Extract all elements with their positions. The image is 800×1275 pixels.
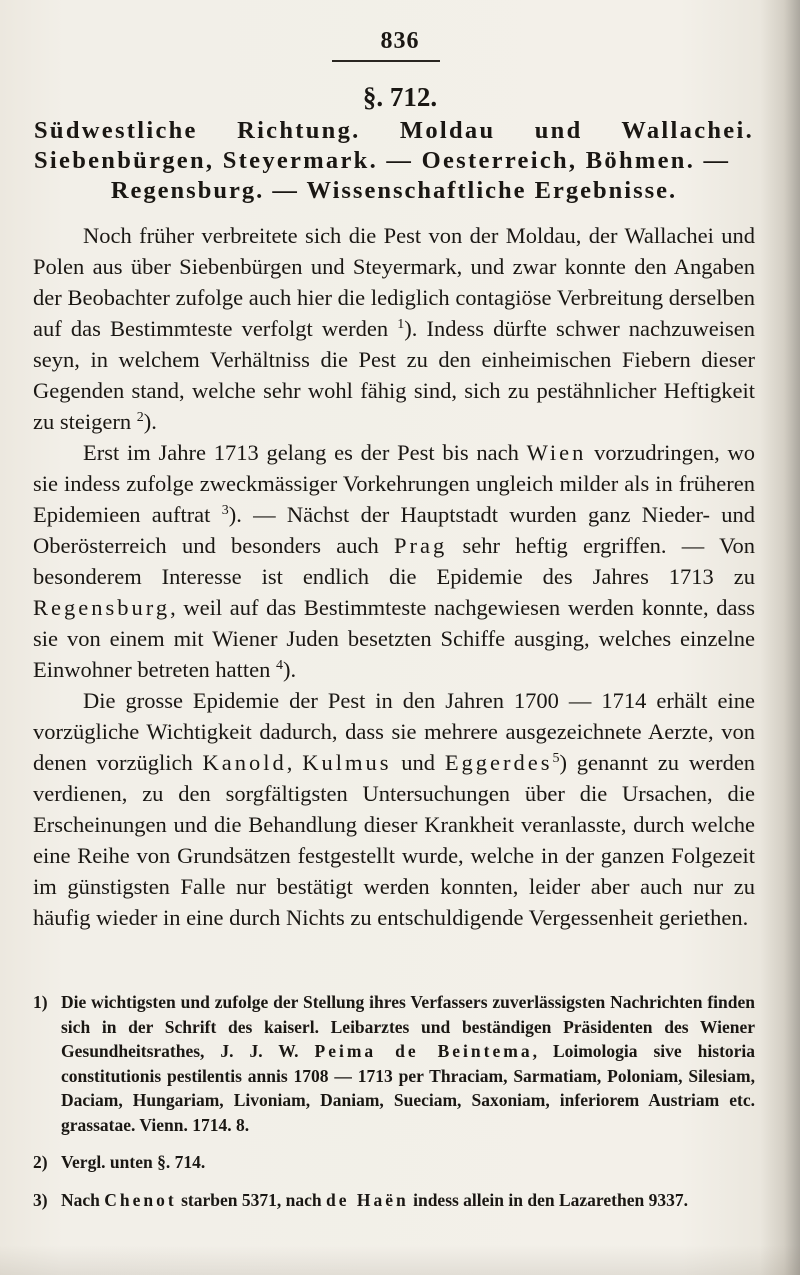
paragraph-3 [33,685,755,933]
subject-line-1: Südwestliche Richtung. Moldau und Wallachei. Siebenbürgen, Steyermark. — Oesterreich, Böhmen. — [34,117,754,174]
page-edge-shadow [760,0,800,1275]
footnote-3-text-b: starben 5371, nach [181,1189,322,1210]
place-prag: Prag [393,533,448,558]
footnote-3-author-dehaen: de Haën [325,1189,409,1210]
page-number: 836 [380,28,420,54]
p2-text-d: sehr heftig ergriffen. — Von besonderem Interesse ist endlich die Epidemie des Jahres 1713 zu [33,533,756,589]
p3-text-a: Die grosse Epidemie der Pest in den Jahren 1700 — 1714 erhält eine vorzügliche Wichtigkeit dadurch, dass sie mehrere ausgezeichnete Aerzte, von denen vorzüglich [33,688,755,775]
p3-und: und [401,750,436,775]
paragraph-1 [33,220,755,437]
p1-text-c: ). [143,409,157,434]
p3-text-b: ) genannt zu werden verdienen, zu den sorgfältigsten Untersuchungen über die Ursachen, die Erscheinungen und die Behandlung dieser Krankheit veranlasste, durch welche eine Reihe von Grundsätzen festgestellt wurde, welche in der ganzen Folgezeit im günstigsten Falle nur bestätigt werden konnten, leider aber auch nur zu häufig wieder in eine durch Nichts zu entschuldigende Vergessenheit geriethen. [33,750,756,930]
p2-text-c: ). — Nächst der Hauptstadt wurden ganz Nieder- und Oberösterreich und besonders auch [33,502,756,558]
page-bottom-shading [0,1245,800,1275]
footnote-ref-3: 3 [221,503,229,518]
footnote-2 [33,1150,755,1175]
footnotes [33,990,755,1225]
p2-text-a: Erst im Jahre 1713 gelang es der Pest bis nach [83,440,519,465]
footnote-1 [33,990,755,1137]
header-rule [332,60,440,62]
p1-text-a: Noch früher verbreitete sich die Pest von der Moldau, der Wallachei und Polen aus über Siebenbürgen und Steyermark, und zwar konnte den Angaben der Beobachter zufolge auch hier die lediglich contagiöse Verbreitung derselben auf das Bestimmteste verfolgt werden [33,223,755,341]
main-text [33,220,755,933]
footnote-ref-1: 1 [397,317,405,332]
footnote-2-text: Vergl. unten §. 714. [61,1152,206,1172]
footnote-3-author-chenot: Chenot [104,1189,177,1210]
section-subject [34,116,754,206]
footnote-ref-2: 2 [136,410,144,425]
name-kanold: Kanold [202,750,287,775]
place-regensburg: Regensburg [33,595,171,620]
footnote-ref-4: 4 [276,658,284,673]
paragraph-2 [33,437,755,685]
footnote-1-text-b: , Loimologia sive historia constitutionis pestilentis annis 1708 — 1713 per Thraciam, Sarmatiam, Poloniam, Silesiam, Daciam, Hungariam, Livoniam, Daniam, Sueciam, Saxoniam, inferiorem Austriam etc. grassatae. Vienn. 1714. 8. [61,1041,756,1135]
footnote-number: 3) [33,1189,48,1210]
name-kulmus: Kulmus [302,750,392,775]
footnote-1-text-a: Die wichtigsten und zufolge der Stellung ihres Verfassers zuverlässigsten Nachrichten finden sich in der Schrift des kaiserl. Leibarztes und beständigen Präsidenten des Wiener Gesundheitsrathes, J. J. W. [61,992,755,1061]
footnote-ref-5: 5 [552,751,560,766]
p2-text-e: , weil auf das Bestimmteste nachgewiesen werden konnte, dass sie von einem mit Wiener Juden besetzten Schiffe ausging, welches einzelne Einwohner betreten hatten [33,595,755,682]
p2-text-b: vorzudringen, wo sie indess zufolge zweckmässiger Vorkehrungen ungleich milder als in früheren Epidemieen auftrat [33,440,755,527]
subject-line-2: Regensburg. — Wissenschaftliche Ergebnisse. [110,177,678,204]
footnote-number: 2) [33,1152,48,1172]
section-heading: §. 712. [362,82,438,112]
p2-text-f: ). [283,657,297,682]
footnote-3 [33,1188,755,1213]
footnote-3-text-c: indess allein in den Lazarethen 9337. [413,1189,688,1210]
p1-text-b: ). Indess dürfte schwer nachzuweisen seyn, in welchem Verhältniss die Pest zu den einheimischen Fiebern dieser Gegenden stand, welche sehr wohl fähig sind, sich zu pestähnlicher Heftigkeit zu steigern [33,316,755,434]
footnote-1-author: Peima de Beintema [314,1041,533,1061]
footnote-3-text-a: Nach [61,1189,100,1210]
name-eggerdes: Eggerdes [444,750,553,775]
p3-comma: , [286,750,293,775]
footnote-number: 1) [33,992,48,1012]
place-wien: Wien [526,440,587,465]
